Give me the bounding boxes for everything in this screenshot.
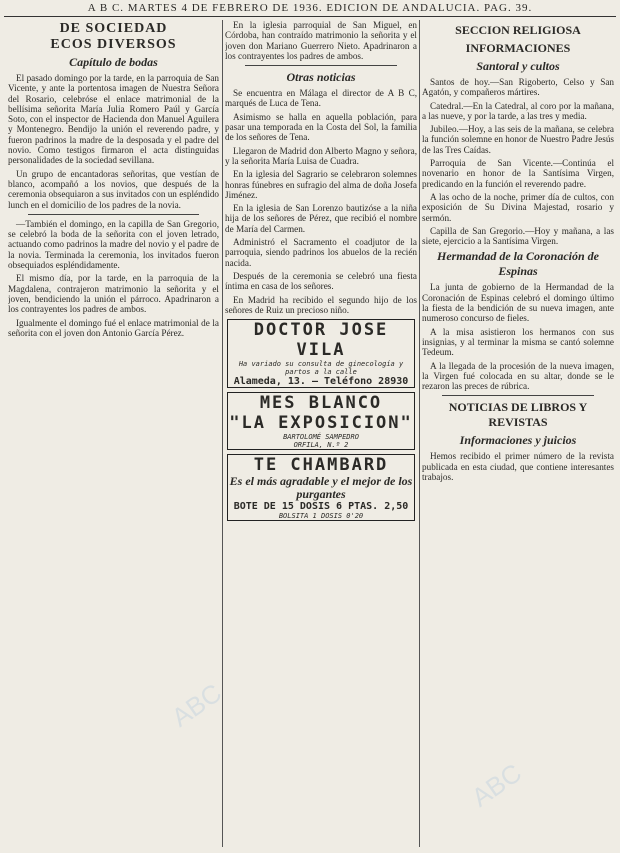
paragraph: Catedral.—En la Catedral, al coro por la mañana, a las nueve, y por la tarde, a las tres y media. bbox=[422, 100, 614, 121]
paragraph: Capilla de San Gregorio.—Hoy y mañana, a las siete, ejercicio a la Santísima Virgen. bbox=[422, 225, 614, 247]
article-heading: Capítulo de bodas bbox=[69, 55, 158, 69]
ad-doctor-address: Alameda, 13. — Teléfono 28930 bbox=[233, 376, 409, 388]
ad-doctor-sub: Ha variado su consulta de ginecología y partos a la calle bbox=[238, 360, 404, 377]
column-religion bbox=[422, 20, 614, 849]
paragraph: Asimismo se halla en aquella población, para pasar una temporada en la Costa del Sol, la familia de los señores de Tena. bbox=[225, 111, 417, 143]
section-title: NOTICIAS DE LIBROS Y REVISTAS bbox=[448, 400, 588, 430]
separator bbox=[28, 214, 199, 215]
paragraph: Un grupo de encantadoras señoritas, que vestían de blanco, acompañó a los novios, que después de la ceremonia obsequiaron a sus invitados con un espléndido lunch en el domicilio de los padres de la novia. bbox=[8, 168, 219, 210]
paragraph: Administró el Sacramento el coadjutor de la parroquia, siendo padrinos los abuelos de la recién nacida. bbox=[225, 237, 417, 268]
ad-doctor-vila bbox=[227, 319, 415, 388]
ad-exposicion-name: "LA EXPOSICION" bbox=[229, 413, 413, 434]
paragraph: El mismo día, por la tarde, en la parroquia de la Magdalena, contrajeron matrimonio la señorita y el joven, bendiciendo la unión el párroco. Apadrinaron a los contrayentes los padres de ambos. bbox=[8, 273, 219, 315]
column-news bbox=[225, 20, 417, 849]
ad-chambard-brand: TE CHAMBARD bbox=[253, 455, 389, 476]
paragraph: En la iglesia parroquial de San Miguel, en Córdoba, han contraído matrimonio la señorita y el joven don Mariano Guerrero Nieto. Apadrinaron a los contrayentes los padres de ambos. bbox=[225, 20, 417, 61]
separator bbox=[442, 395, 594, 396]
watermark-abc: ABC bbox=[165, 677, 227, 733]
paragraph: A las ocho de la noche, primer día de cultos, con exposición de Su Divina Majestad, rosario y sermón. bbox=[422, 191, 614, 223]
watermark-abc: ABC bbox=[465, 757, 527, 813]
paragraph: A la misa asistieron los hermanos con sus insignias, y al terminar la misma se cantó solemne Tedeum. bbox=[422, 326, 614, 358]
paragraph: Igualmente el domingo fué el enlace matrimonial de la señorita con el joven don Antonio García Pérez. bbox=[8, 317, 219, 338]
ad-mes-blanco bbox=[227, 392, 415, 450]
ad-exposicion-street: ORFILA, N.º 2 bbox=[293, 441, 349, 450]
separator bbox=[245, 65, 397, 66]
column-divider bbox=[222, 20, 223, 847]
paragraph: En la iglesia de San Lorenzo bautizóse a la niña hija de los señores de Pérez, que recibió el nombre de María del Carmen. bbox=[225, 203, 417, 234]
article-heading: Santoral y cultos bbox=[476, 59, 560, 73]
section-title: SECCION RELIGIOSA bbox=[455, 23, 581, 37]
paragraph: El pasado domingo por la tarde, en la parroquia de San Vicente, y ante la portentosa imagen de Nuestra Señora del Rosario, celebróse el enlace matrimonial de la bellísima señorita María Julia Romero Paúl y García Soto, con el inspector de Hacienda don Manuel Aguilera y Montenegro. Bendijo la unión el reverendo padre, y fueron padrinos la madre de la desposada y el padre del novio. Como testigos firmaron el acta distinguidas personalidades de la sociedad sevillana. bbox=[8, 73, 219, 166]
paragraph: En Madrid ha recibido el segundo hijo de los señores de Ruiz un precioso niño. bbox=[225, 294, 417, 315]
section-subtitle: ECOS DIVERSOS bbox=[50, 37, 177, 52]
article-heading: Otras noticias bbox=[286, 70, 356, 85]
paragraph: La junta de gobierno de la Hermandad de la Coronación de Espinas celebró el domingo último la fiesta de la bendición de su nueva imagen, ante numeroso concurso de fieles. bbox=[422, 282, 614, 324]
ad-chambard-small: BOLSITA 1 DOSIS 0'20 bbox=[278, 512, 364, 521]
ad-chambard-slogan: Es el más agradable y el mejor de los purgantes bbox=[229, 474, 413, 502]
column-society bbox=[8, 20, 219, 849]
ad-exposicion-owner: BARTOLOMÉ SAMPEDRO bbox=[283, 433, 359, 442]
paragraph: Llegaron de Madrid don Alberto Magno y señora, y la señorita María Luisa de Cuadra. bbox=[225, 145, 417, 166]
paragraph: A la llegada de la procesión de la nueva imagen, la Virgen fué colocada en su altar, donde se le rezaron las preces de rúbrica. bbox=[422, 360, 614, 392]
article-heading: Informaciones y juicios bbox=[459, 433, 577, 448]
section-title: DE SOCIEDAD bbox=[59, 21, 168, 36]
ad-chambard-dose: BOTE DE 15 DOSIS 6 PTAS. 2,50 bbox=[233, 501, 409, 513]
paragraph: Santos de hoy.—San Rigoberto, Celso y San Agatón, y compañeros mártires. bbox=[422, 77, 614, 98]
column-divider bbox=[419, 20, 420, 847]
paragraph: En la iglesia del Sagrario se celebraron solemnes honras fúnebres en sufragio del alma de doña Josefa Jiménez. bbox=[225, 169, 417, 200]
ad-mes-blanco-title: MES BLANCO bbox=[259, 393, 383, 414]
section-subtitle: INFORMACIONES bbox=[465, 41, 571, 55]
paragraph: Se encuentra en Málaga el director de A B C, marqués de Luca de Tena. bbox=[225, 88, 417, 109]
ad-te-chambard bbox=[227, 454, 415, 521]
paragraph: Parroquia de San Vicente.—Continúa el novenario en honor de la Santísima Virgen, predicando en la función el reverendo padre. bbox=[422, 158, 614, 189]
page-header: A B C. MARTES 4 DE FEBRERO DE 1936. EDICION DE ANDALUCIA. PAG. 39. bbox=[87, 2, 533, 14]
paragraph: Hemos recibido el primer número de la revista publicada en esta ciudad, que contiene interesantes trabajos. bbox=[422, 451, 614, 483]
header-rule bbox=[4, 16, 616, 17]
ad-doctor-name: DOCTOR JOSE VILA bbox=[253, 320, 389, 361]
article-heading: Hermandad de la Coronación de Espinas bbox=[436, 249, 599, 279]
paragraph: Jubileo.—Hoy, a las seis de la mañana, se celebra la función solemne en honor de Nuestro Padre Jesús de las Tres Caídas. bbox=[422, 124, 614, 155]
paragraph: Después de la ceremonia se celebró una fiesta íntima en casa de los señores. bbox=[225, 270, 417, 292]
paragraph: —También el domingo, en la capilla de San Gregorio, se celebró la boda de la señorita con el joven letrado, actuando como padrinos la madre del novio y el padre de la novia. Terminada la ceremonia, los invitados fueron obsequiados espléndidamente. bbox=[8, 218, 219, 271]
